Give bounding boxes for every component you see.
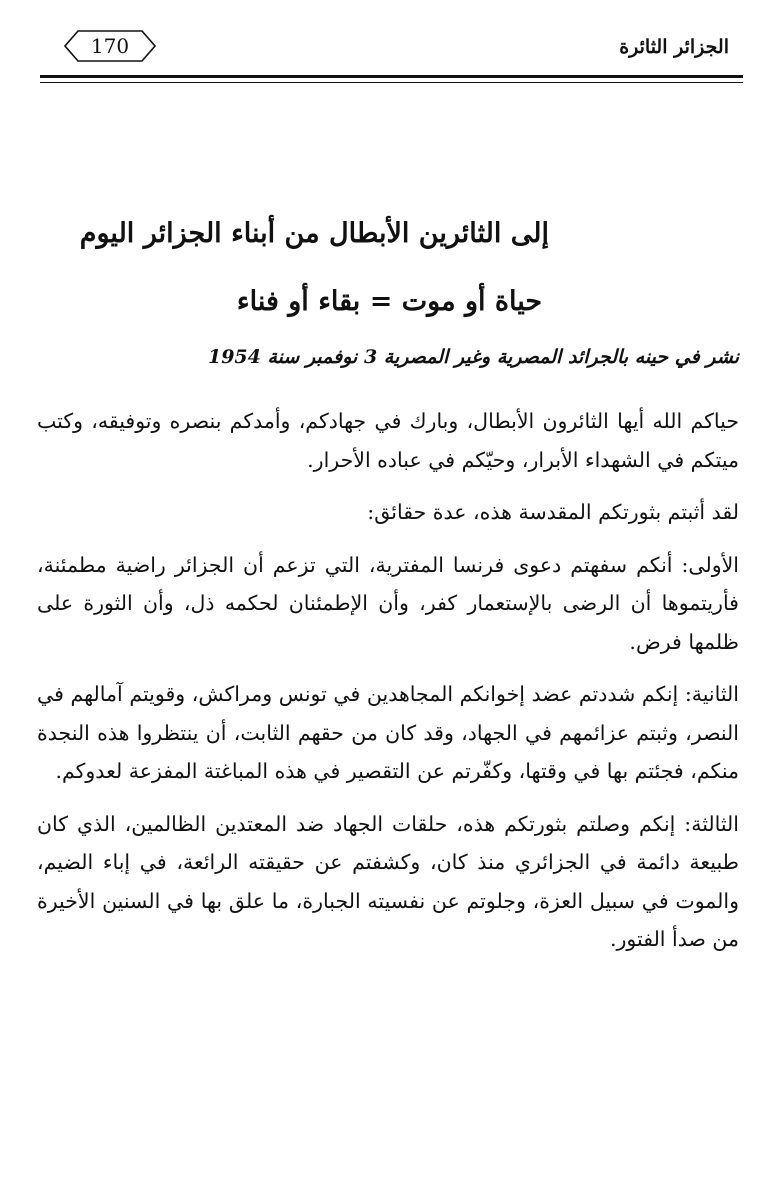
header-rule-thin: [40, 82, 743, 83]
paragraph: الأولى: أنكم سفهتم دعوى فرنسا المفترية، التي تزعم أن الجزائر راضية مطمئنة، فأريتموها أن الرضى بالإستعمار كفر، وأن الإطمئنان لحكمه ذل، وأن الثورة على ظلمها فرض.: [37, 552, 740, 654]
paragraph: لقد أثبتم بثورتكم المقدسة هذه، عدة حقائق:: [367, 500, 739, 524]
article-title: إلى الثائرين الأبطال من أبناء الجزائر اليوم: [79, 218, 549, 249]
running-title: الجزائر الثائرة: [619, 36, 729, 58]
page-number-frame: [64, 30, 156, 62]
publication-note: نشر في حينه بالجرائد المصرية وغير المصرية 3 نوفمبر سنة 1954: [207, 346, 739, 368]
paragraph: الثانية: إنكم شددتم عضد إخوانكم المجاهدين في تونس ومراكش، وقويتم آمالهم في النصر، وثبتم عزائمهم في الجهاد، وقد كان من حقهم الثابت، أن ينتظروا هذه النجدة منكم، فجئتم بها في وقتها، وكفّرتم عن التقصير في هذه المباغتة المفزعة لعدوكم.: [37, 682, 739, 783]
page-number: 170: [90, 34, 130, 58]
running-header: [0, 0, 779, 100]
paragraph: حياكم الله أيها الثائرون الأبطال، وبارك في جهادكم، وأمدكم بنصره وتوفيقه، وكتب ميتكم في الشهداء الأبرار، وحيّكم في عباده الأحرار.: [37, 409, 739, 472]
article-subtitle: حياة أو موت = بقاء أو فناء: [236, 286, 543, 317]
article-body: [37, 402, 739, 973]
paragraph: الثالثة: إنكم وصلتم بثورتكم هذه، حلقات الجهاد ضد المعتدين الظالمين، الذي كان طبيعة دائمة في الجزائري منذ كان، وكشفتم عن حقيقته الرائعة، في إباء الضيم، والموت في سبيل العزة، وجلوتم عن نفسيته الجبارة، ما علق بها في السنين الأخيرة من صدأ الفتور.: [37, 811, 739, 951]
header-rule-thick: [40, 75, 743, 78]
